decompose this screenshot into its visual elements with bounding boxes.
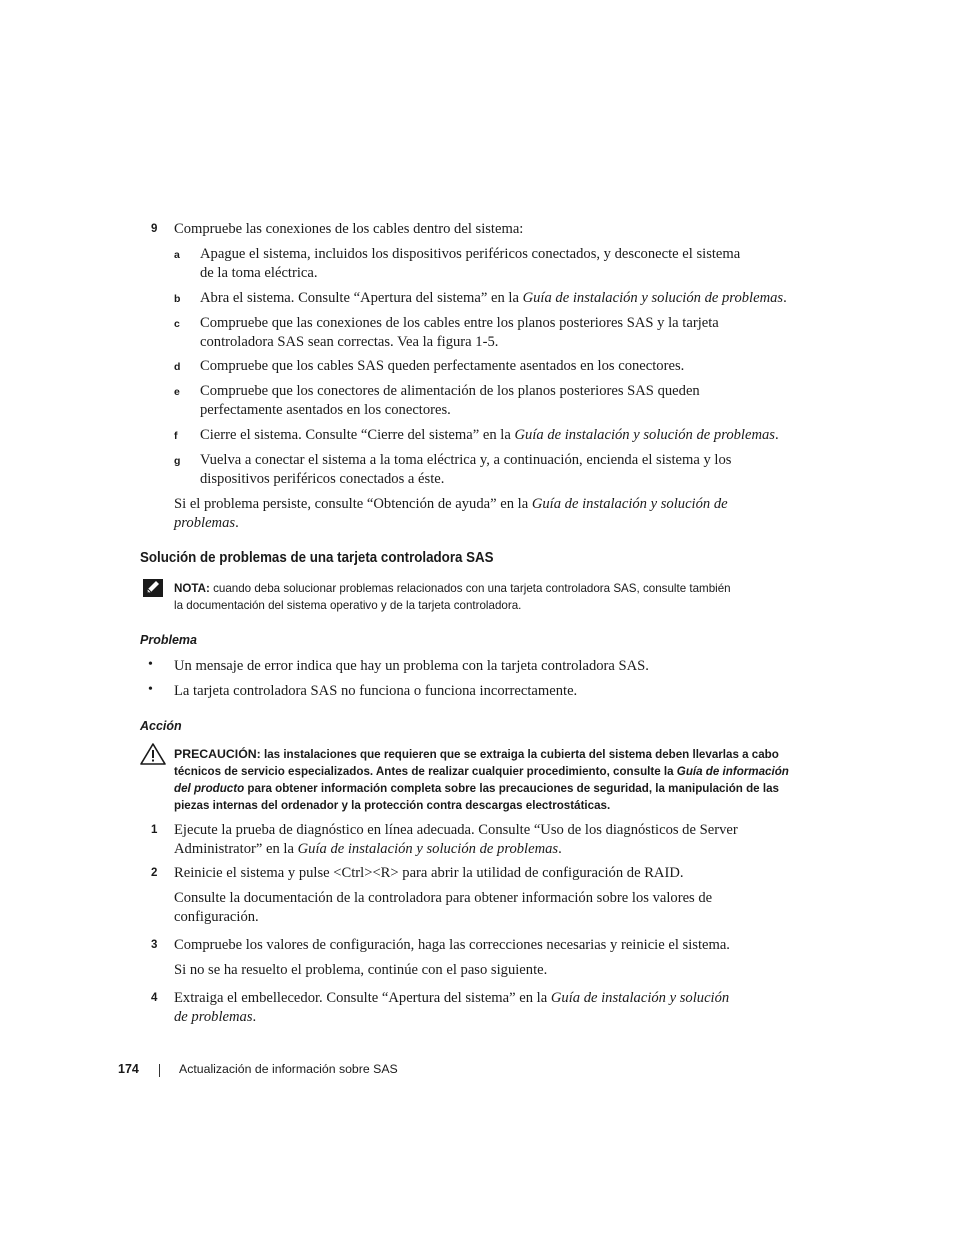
note-label: NOTA: — [174, 582, 210, 595]
step-text — [174, 989, 824, 1027]
bullet-item: La tarjeta controladora SAS no funciona o funciona incorrectamente. — [174, 683, 578, 699]
substep-letter: b — [174, 293, 181, 305]
problem-label: Problema — [140, 633, 197, 647]
note-line: cuando deba solucionar problemas relacionados con una tarjeta controladora SAS, consulte también — [209, 582, 731, 595]
substep-letter: a — [174, 249, 180, 261]
step-line: configuración. — [174, 909, 259, 925]
substep-letter: g — [174, 455, 181, 467]
doc-reference: Guía de instalación y solución de problemas — [522, 290, 784, 306]
page-number: 174 — [118, 1062, 139, 1076]
step-extra — [174, 889, 824, 927]
substep-text — [200, 451, 820, 489]
step-extra: Si no se ha resuelto el problema, continúe con el paso siguiente. — [174, 962, 548, 978]
substep-text — [200, 382, 820, 420]
substep-line: controladora SAS sean correctas. Vea la figura 1-5. — [200, 334, 499, 350]
caution-line: técnicos de servicio especializados. Antes de realizar cualquier procedimiento, consulte la — [174, 765, 677, 778]
substep-line: . — [783, 290, 787, 306]
step-line: Administrator” en la — [174, 841, 298, 857]
substep-line: de la toma eléctrica. — [200, 265, 318, 281]
caution-text — [174, 746, 834, 814]
step-text: Compruebe las conexiones de los cables dentro del sistema: — [174, 221, 524, 237]
step-text: Compruebe los valores de configuración, haga las correcciones necesarias y reinicie el sistema. — [174, 937, 730, 953]
step-text: Reinicie el sistema y pulse <Ctrl><R> para abrir la utilidad de configuración de RAID. — [174, 865, 684, 881]
caution-line: para obtener información completa sobre las precauciones de seguridad, la manipulación de las — [244, 782, 779, 795]
note-pencil-icon — [143, 579, 163, 597]
substep-line: Apague el sistema, incluidos los dispositivos periféricos conectados, y desconecte el sistema — [200, 246, 741, 262]
caution-label: PRECAUCIÓN: — [174, 747, 261, 761]
substep-line: . — [774, 427, 779, 443]
substep-text — [200, 245, 820, 283]
substep-line: Vuelva a conectar el sistema a la toma eléctrica y, a continuación, encienda el sistema y los — [200, 452, 732, 468]
persist-text: . — [235, 515, 239, 531]
substep-letter: c — [174, 318, 180, 330]
caution-triangle-icon — [140, 743, 166, 765]
substep-letter: f — [174, 430, 178, 442]
substep-line: Compruebe que las conexiones de los cables entre los planos posteriores SAS y la tarjeta — [200, 315, 719, 331]
section-heading: Solución de problemas de una tarjeta controladora SAS — [140, 550, 494, 566]
bullet-item: Un mensaje de error indica que hay un problema con la tarjeta controladora SAS. — [174, 658, 649, 674]
footer-divider — [159, 1064, 160, 1077]
note-line: la documentación del sistema operativo y de la tarjeta controladora. — [174, 599, 522, 612]
step-line: Ejecute la prueba de diagnóstico en línea adecuada. Consulte “Uso de los diagnósticos de Server — [174, 822, 738, 838]
footer-title: Actualización de información sobre SAS — [179, 1062, 398, 1076]
doc-reference: de problemas — [174, 1009, 253, 1025]
substep-line: dispositivos periféricos conectados a éste. — [200, 471, 445, 487]
step-number: 2 — [151, 867, 158, 879]
substep-text — [200, 426, 820, 445]
substep-line: Abra el sistema. Consulte “Apertura del sistema” en la — [200, 290, 523, 306]
bullet-icon: • — [148, 657, 153, 672]
step-line: Extraiga el embellecedor. Consulte “Apertura del sistema” en la — [174, 990, 551, 1006]
step-line: . — [252, 1009, 257, 1025]
doc-reference: Guía de instalación y solución de problemas — [514, 427, 775, 443]
doc-reference: Guía de instalación y solución de — [531, 496, 728, 512]
caution-line: piezas internas del ordenador y la protección contra descargas electrostáticas. — [174, 799, 611, 812]
step-number: 1 — [151, 824, 158, 836]
persist-paragraph — [174, 495, 824, 533]
persist-text: Si el problema persiste, consulte “Obtención de ayuda” en la — [174, 496, 532, 512]
action-label: Acción — [140, 719, 182, 733]
note-text — [174, 580, 824, 614]
step-number: 4 — [151, 992, 158, 1004]
doc-reference: Guía de instalación y solución de problemas — [297, 841, 559, 857]
substep-text — [200, 314, 820, 352]
substep-letter: e — [174, 386, 180, 398]
doc-reference: Guía de instalación y solución — [550, 990, 730, 1006]
substep-line: perfectamente asentados en los conectores. — [200, 402, 451, 418]
doc-reference: problemas — [174, 515, 236, 531]
doc-reference: del producto — [174, 782, 245, 795]
doc-reference: Guía de información — [676, 765, 789, 778]
substep-line: Compruebe que los conectores de alimentación de los planos posteriores SAS queden — [200, 383, 700, 399]
step-text — [174, 821, 824, 859]
substep-text — [200, 289, 820, 308]
substep-letter: d — [174, 361, 181, 373]
substep-line: Cierre el sistema. Consulte “Cierre del sistema” en la — [200, 427, 515, 443]
substep-text: Compruebe que los cables SAS queden perfectamente asentados en los conectores. — [200, 358, 685, 374]
bullet-icon: • — [148, 682, 153, 697]
caution-line: las instalaciones que requieren que se extraiga la cubierta del sistema deben llevarlas a cabo — [260, 748, 779, 761]
step-number: 9 — [151, 223, 158, 235]
step-line: Consulte la documentación de la controladora para obtener información sobre los valores de — [174, 890, 713, 906]
step-number: 3 — [151, 939, 158, 951]
step-line: . — [558, 841, 562, 857]
